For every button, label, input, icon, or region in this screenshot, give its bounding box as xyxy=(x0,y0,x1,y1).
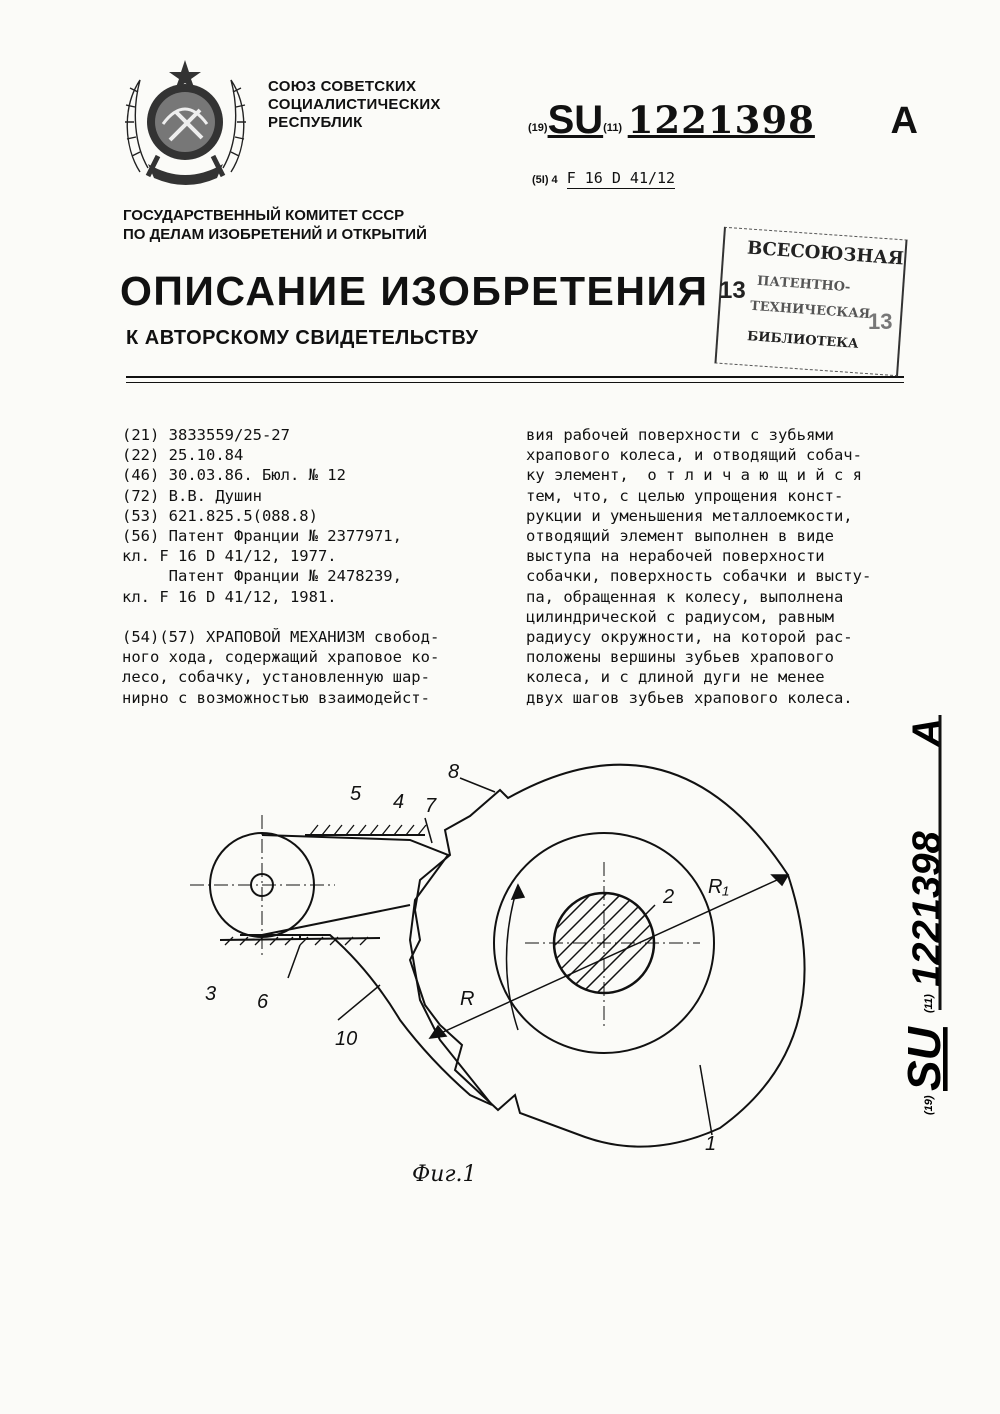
abstract-left-column xyxy=(122,627,439,708)
abstract-line: лесо, собачку, установленную шар- xyxy=(122,668,430,687)
country-code: SU xyxy=(547,98,604,142)
abstract-line: отводящий элемент выполнен в виде xyxy=(526,527,834,546)
label-5: 5 xyxy=(350,783,362,805)
union-line: СОЦИАЛИСТИЧЕСКИХ xyxy=(268,96,441,113)
stamp-number: 13 xyxy=(719,277,746,304)
library-stamp xyxy=(705,225,910,375)
abstract-line: цилиндрической с радиусом, равным xyxy=(526,607,834,626)
header-rule-thin xyxy=(126,382,904,383)
abstract-right-column xyxy=(526,425,871,708)
ratchet-wheel-outline xyxy=(410,765,805,1147)
bibliographic-data xyxy=(122,425,402,607)
code-11: (11) xyxy=(603,122,623,134)
biblio-line: (22) 25.10.84 xyxy=(122,446,244,465)
abstract-line: выступа на нерабочей поверхности xyxy=(526,547,825,566)
patent-number-line xyxy=(528,98,918,143)
document-subtitle: К АВТОРСКОМУ СВИДЕТЕЛЬСТВУ xyxy=(126,327,479,349)
side-country-code: SU xyxy=(898,1027,950,1091)
abstract-line: па, обращенная к колесу, выполнена xyxy=(526,587,844,606)
stamp-number: 13 xyxy=(868,309,893,334)
biblio-line: (46) 30.03.86. Бюл. № 12 xyxy=(122,466,346,485)
label-1: 1 xyxy=(705,1133,717,1155)
abstract-line: ку элемент, о т л и ч а ю щ и й с я xyxy=(526,466,862,485)
patent-number: 1221398 xyxy=(627,98,815,142)
patent-kind: A xyxy=(890,100,918,142)
union-name xyxy=(268,78,441,132)
label-r1: R₁ xyxy=(708,876,729,898)
abstract-line: (54)(57) ХРАПОВОЙ МЕХАНИЗМ свобод- xyxy=(122,628,440,646)
code-51: (5I) 4 xyxy=(532,174,558,186)
side-patent-kind: A xyxy=(905,718,949,747)
figure-1-drawing xyxy=(180,750,820,1170)
header-rule xyxy=(126,376,904,378)
pawl-body xyxy=(240,835,492,1105)
label-8: 8 xyxy=(448,761,460,783)
document-title: ОПИСАНИЕ ИЗОБРЕТЕНИЯ xyxy=(120,268,709,314)
abstract-line: радиусу окружности, на которой рас- xyxy=(526,628,853,647)
biblio-line: (56) Патент Франции № 2377971, xyxy=(122,527,402,546)
committee-name xyxy=(123,206,427,244)
committee-line: ГОСУДАРСТВЕННЫЙ КОМИТЕТ СССР xyxy=(123,207,405,224)
figure-caption: Фиг.1 xyxy=(412,1162,477,1187)
side-code-11: (11) xyxy=(923,994,935,1013)
biblio-line: кл. F 16 D 41/12, 1981. xyxy=(122,587,337,606)
stamp-line: БИБЛИОТЕКА xyxy=(746,329,859,352)
stamp-line: ПАТЕНТНО- xyxy=(756,273,851,296)
label-6: 6 xyxy=(257,991,269,1013)
biblio-line: (53) 621.825.5(088.8) xyxy=(122,506,318,525)
stamp-line: ВСЕСОЮЗНАЯ xyxy=(746,237,905,270)
biblio-line: (21) 3833559/25-27 xyxy=(122,426,290,444)
ipc-class: F 16 D 41/12 xyxy=(566,169,676,187)
label-r: R xyxy=(460,988,475,1010)
side-patent-label xyxy=(870,710,980,1120)
abstract-line: храпового колеса, и отводящий собач- xyxy=(526,446,862,465)
union-line: СОЮЗ СОВЕТСКИХ xyxy=(268,78,417,95)
side-patent-number: 1221398 xyxy=(905,831,949,987)
stamp-line: ТЕХНИЧЕСКАЯ xyxy=(749,298,871,323)
ussr-emblem-icon xyxy=(118,52,253,192)
abstract-line: двух шагов зубьев храпового колеса. xyxy=(526,688,853,707)
abstract-line: рукции и уменьшения металлоемкости, xyxy=(526,506,853,525)
biblio-line: Патент Франции № 2478239, xyxy=(122,567,402,586)
ipc-line xyxy=(532,169,675,187)
abstract-line: вия рабочей поверхности с зубьями xyxy=(526,426,834,444)
label-7: 7 xyxy=(425,795,437,817)
code-19: (19) xyxy=(528,122,548,134)
biblio-line: (72) В.В. Душин xyxy=(122,486,262,505)
abstract-line: положены вершины зубьев храпового xyxy=(526,648,834,667)
committee-line: ПО ДЕЛАМ ИЗОБРЕТЕНИЙ И ОТКРЫТИЙ xyxy=(123,226,427,243)
label-10: 10 xyxy=(335,1028,358,1050)
side-code-19: (19) xyxy=(923,1095,935,1115)
biblio-line: кл. F 16 D 41/12, 1977. xyxy=(122,547,337,566)
abstract-line: собачки, поверхность собачки и высту- xyxy=(526,567,872,586)
label-4: 4 xyxy=(393,791,405,813)
abstract-line: тем, что, с целью упрощения конст- xyxy=(526,486,844,505)
label-2: 2 xyxy=(663,886,675,908)
union-line: РЕСПУБЛИК xyxy=(268,114,363,131)
label-3: 3 xyxy=(205,983,217,1005)
abstract-line: нирно с возможностью взаимодейст- xyxy=(122,688,430,707)
abstract-line: ного хода, содержащий храповое ко- xyxy=(122,648,440,667)
abstract-line: колеса, и с длиной дуги не менее xyxy=(526,668,825,687)
